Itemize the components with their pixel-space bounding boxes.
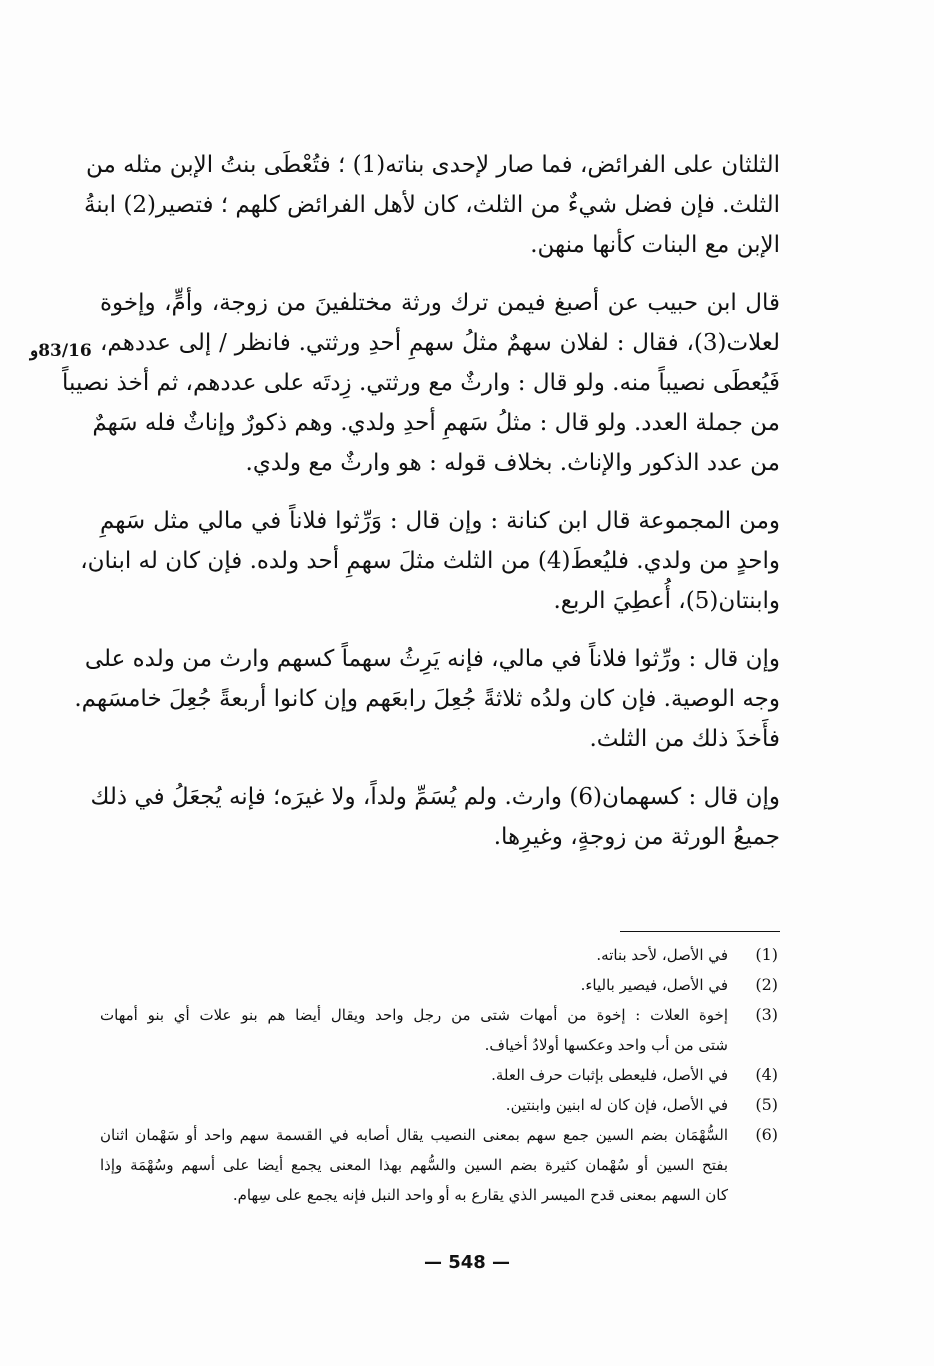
text-line: الثلث. فإن فضل شيءٌ من الثلث، كان لأهل الفرائض كلهم ؛ فتصير(2) ابنةُ [83,192,780,218]
footnote [100,940,790,970]
footnote-line: في الأصل، فيصير بالياء. [580,976,728,994]
footnotes [100,940,790,1210]
paragraph [90,777,780,857]
text-line: وجه الوصية. فإن كان ولدُه ثلاثةً جُعِلَ رابعَهم وإن كانوا أربعةً جُعِلَ خامسَهم. [74,686,780,712]
footnote-number: (3) [755,1005,778,1024]
text-line: قال ابن حبيب عن أصبغ فيمن ترك ورثة مختلفينَ من زوجة، وأمٍّ، وإخوة [100,290,780,316]
text-line: واحدٍ من ولدي. فليُعطَ(4) من الثلث مثلَ سهمِ أحد ولده. فإن كان له ابنان، [80,548,780,574]
footnote [100,1120,790,1210]
text-line: وإن قال : كسهمان(6) وارث. ولم يُسَمِّ ولداً، ولا غيرَه؛ فإنه يُجعَلُ في ذلك [90,784,780,810]
text-line: ومن المجموعة قال ابن كنانة : وإن قال : وَرِّثوا فلاناً في مالي مثل سَهمِ [100,508,780,534]
footnote [100,970,790,1000]
text-line: الثلثان على الفرائض، فما صار لإحدى بناته(1) ؛ فتُعْطَى بنتُ الإبن مثله من [86,152,780,178]
footnote-line: إخوة العلات : إخوة من أمهات شتى من رجل واحد ويقال أيضا هم بنو علات أي بنو أمهات [100,1006,728,1024]
footnote-number: (1) [755,945,778,964]
paragraph [74,639,780,759]
text-line: فأَخذَ ذلك من الثلث. [589,726,780,752]
main-text [62,145,780,875]
text-line: فَيُعطَى نصيباً منه. ولو قال : وارثٌ مع ورثتي. زِدتَه على عددهم، ثم أخذ نصيباً [62,370,780,396]
text-line: لعلات(3)، فقال : لفلان سهمٌ مثلُ سهمِ أحدِ ورثتي. فانظر / إلى عددهم، [100,330,780,356]
footnote-line: في الأصل، لأحد بناته. [596,946,728,964]
text-line: وإن قال : ورِّثوا فلاناً في مالي، فإنه يَرِثُ سهماً كسهم وارث من ولده على [84,646,780,672]
footnote-number: (2) [755,975,778,994]
footnote-number: (5) [755,1095,778,1114]
margin-manuscript-reference: 83/16و [30,341,92,361]
footnote-number: (4) [755,1065,778,1084]
paragraph [80,501,780,621]
footnote [100,1060,790,1090]
text-line: وابنتان(5)، أُعطِيَ الربع. [553,588,780,614]
footnote-line: كان السهم بمعنى قدح الميسر الذي يقارع به أو واحد النبل فإنه يجمع على سِهام. [232,1186,728,1204]
text-line: الإبن مع البنات كأنها منهن. [530,232,780,258]
paragraph [62,283,780,483]
footnote-number: (6) [755,1125,778,1144]
text-line: من عدد الذكور والإناث. بخلاف قوله : هو وارثٌ مع ولدي. [245,450,780,476]
footnote [100,1090,790,1120]
footnote-line: السُّهْمَان بضم السين جمع سهم بمعنى النصيب يقال أصابه في القسمة سهم واحد أو سَهْمان اثنان [100,1126,728,1144]
paragraph [83,145,780,265]
footnote-separator [620,931,780,932]
footnote [100,1000,790,1060]
footnote-line: في الأصل، فإن كان له ابنين وابنتين. [505,1096,728,1114]
footnote-line: في الأصل، فليعطى بإثبات حرف العلة. [491,1066,728,1084]
text-line: من جملة العدد. ولو قال : مثلُ سَهمِ أحدِ ولدي. وهم ذكورٌ وإناثٌ فله سَهمٌ [92,410,780,436]
page-number: — 548 — [423,1252,511,1273]
text-line: جميعُ الورثة من زوجةٍ، وغيرِها. [493,824,780,850]
footnote-line: شتى من أب واحد وعكسها أولادُ أخياف. [484,1036,728,1054]
footnote-line: بفتح السين أو سُهْمان كثيرة بضم السين والسُّهم بهذا المعنى يجمع أيضا على أسهم وسُهْمَة وإذا [100,1156,728,1174]
